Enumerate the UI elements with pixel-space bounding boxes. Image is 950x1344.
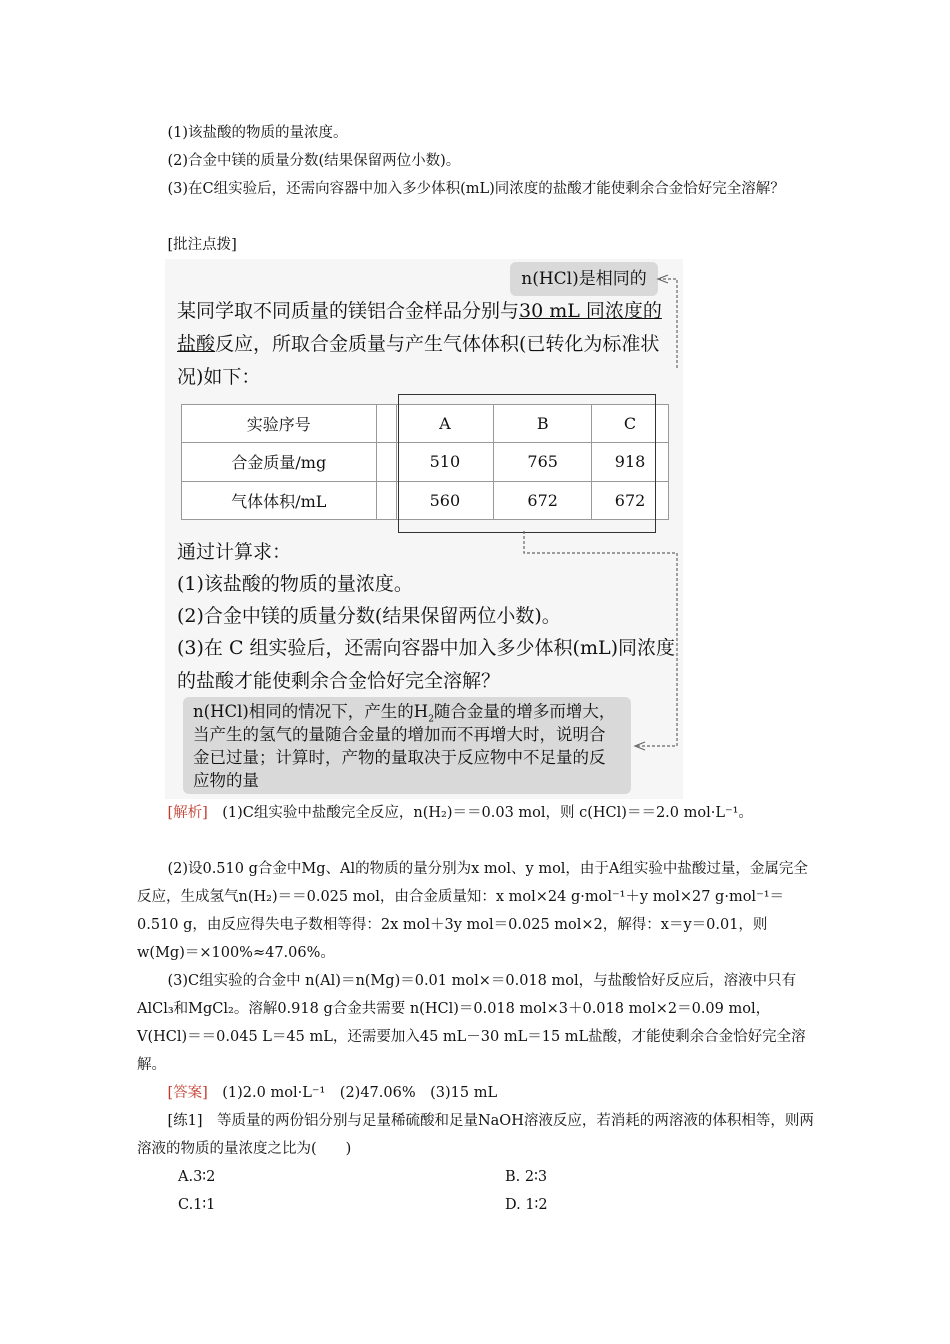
- table-header-cell: A: [396, 405, 494, 443]
- table-cell: 672: [592, 481, 669, 519]
- top-callout: n(HCl)是相同的: [510, 262, 658, 296]
- stem-line1: 某同学取不同质量的镁铝合金样品分别与: [177, 300, 520, 322]
- figure-question-2: (2)合金中镁的质量分数(结果保留两位小数)。: [177, 605, 561, 627]
- analysis-label: [解析]: [167, 805, 208, 821]
- table-cell: 918: [592, 443, 669, 481]
- table-cell: 510: [396, 443, 494, 481]
- table-cell: 765: [494, 443, 592, 481]
- option-a[interactable]: A.3∶2: [178, 1169, 216, 1185]
- callout-text-b: 随合金量的增多而增大，当产生的氢气的量随合金量的增加而不再增大时，说明合金已过量；计算时，产物的量取决于反应物中不足量的反应物的量: [193, 702, 616, 790]
- stem-underline: 30 mL 同浓度的盐酸: [177, 300, 662, 355]
- option-b[interactable]: B. 2∶3: [505, 1169, 548, 1185]
- table-cell: 合金质量/mg: [182, 443, 377, 481]
- table-header-cell: 实验序号: [182, 405, 377, 443]
- option-d[interactable]: D. 1∶2: [505, 1197, 548, 1213]
- annotation-heading: [批注点拨]: [167, 237, 237, 253]
- question-2: (2)合金中镁的质量分数(结果保留两位小数)。: [167, 153, 461, 169]
- bottom-callout: [183, 697, 631, 794]
- table-cell: 560: [396, 481, 494, 519]
- question-1: (1)该盐酸的物质的量浓度。: [167, 125, 348, 141]
- answer-text: (1)2.0 mol·L⁻¹ (2)47.06% (3)15 mL: [222, 1085, 498, 1101]
- option-c[interactable]: C.1∶1: [178, 1197, 216, 1213]
- stem-rest: 反应，所取合金质量与产生气体体积(已转化为标准状况)如下：: [177, 333, 660, 388]
- annotated-figure: [165, 259, 683, 799]
- callout-text-a: n(HCl)相同的情况下，产生的H: [193, 702, 429, 721]
- table-header-cell: B: [494, 405, 592, 443]
- analysis-p3: (3)C组实验的合金中 n(Al)＝n(Mg)＝0.01 mol×＝0.018 mol，与盐酸恰好反应后，溶液中只有AlCl₃和MgCl₂。溶解0.918 g合金共需要 n(HCl)＝0.018 mol×3＋0.018 mol×2＝0.09 mol，V(HCl)＝＝0.045 L＝45 mL，还需要加入45 mL－30 mL＝15 mL盐酸，才能使剩余合金恰好完全溶解。: [137, 973, 806, 1073]
- compute-lead: 通过计算求：: [177, 541, 292, 563]
- analysis-p2: (2)设0.510 g合金中Mg、Al的物质的量分别为x mol、y mol，由于A组实验中盐酸过量，金属完全反应，生成氢气n(H₂)＝＝0.025 mol，由合金质量知：x mol×24 g·mol⁻¹＋y mol×27 g·mol⁻¹＝0.510 g，由反应得失电子数相等得：2x mol＋3y mol＝0.025 mol×2，解得：x＝y＝0.01，则 w(Mg)＝×100%≈47.06%。: [137, 861, 808, 961]
- table-header-cell: C: [592, 405, 669, 443]
- callout-subscript: 2: [428, 714, 434, 725]
- question-3: (3)在C组实验后，还需向容器中加入多少体积(mL)同浓度的盐酸才能使剩余合金恰好完全溶解？: [167, 181, 785, 197]
- answer-label: [答案]: [167, 1085, 208, 1101]
- practice-stem: [练1] 等质量的两份铝分别与足量稀硫酸和足量NaOH溶液反应，若消耗的两溶液的体积相等，则两溶液的物质的量浓度之比为( ): [137, 1113, 814, 1157]
- table-cell: 672: [494, 481, 592, 519]
- answer-line: [137, 1079, 815, 1107]
- table-cell: 气体体积/mL: [182, 481, 377, 519]
- analysis-text-1: (1)C组实验中盐酸完全反应，n(H₂)＝＝0.03 mol，则 c(HCl)＝＝2.0 mol·L⁻¹。: [222, 805, 753, 821]
- figure-question-3: (3)在 C 组实验后，还需向容器中加入多少体积(mL)同浓度的盐酸才能使剩余合金恰好完全溶解？: [177, 637, 675, 692]
- analysis-p1: [137, 799, 815, 827]
- figure-question-1: (1)该盐酸的物质的量浓度。: [177, 573, 413, 595]
